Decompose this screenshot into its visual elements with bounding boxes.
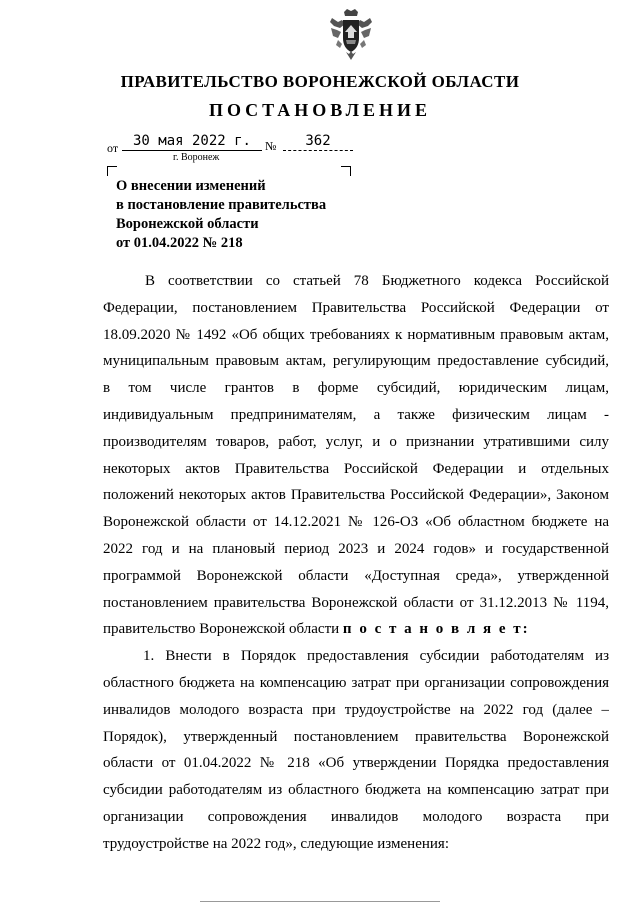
body-line: 2022 год и на плановый период 2023 и 2024 годов» и государственной	[103, 540, 609, 557]
item-line: областного бюджета на компенсацию затрат при организации сопровождения	[103, 674, 609, 691]
item-line: субсидии работодателям из областного бюджета на компенсацию затрат при	[103, 782, 609, 799]
body-line: Воронежской области от 14.12.2021 № 126-ОЗ «Об областном бюджете на	[103, 514, 609, 531]
resolution-prefix: правительство Воронежской области	[103, 621, 343, 638]
body-line: постановлением правительства Воронежской области от 31.12.2013 № 1194,	[103, 594, 609, 611]
item-line: области от 01.04.2022 № 218 «Об утверждении Порядка предоставления	[103, 755, 609, 772]
subject-line: в постановление правительства	[116, 197, 327, 213]
subject-line: от 01.04.2022 № 218	[116, 235, 243, 251]
resolution-word: п о с т а н о в л я е т:	[342, 621, 530, 638]
body-line: Федерации, постановлением Правительства Российской Федерации от	[103, 299, 609, 316]
subject-bracket-left	[107, 166, 117, 176]
number-prefix-label: №	[265, 139, 277, 153]
document-date: 30 мая 2022 г.	[122, 133, 262, 151]
item-line: 1. Внести в Порядок предоставления субсидии работодателям из	[143, 648, 609, 665]
document-body	[103, 268, 609, 858]
body-line: муниципальным правовым актам, регулирующим предоставление субсидий,	[103, 353, 609, 370]
document-type-title: ПОСТАНОВЛЕНИЕ	[208, 100, 432, 120]
item-line: инвалидов молодого возраста при трудоустройстве на 2022 год (далее –	[103, 701, 609, 718]
coat-of-arms-icon	[328, 8, 374, 64]
city-label: г. Воронеж	[173, 152, 220, 163]
body-line: производителям товаров, работ, услуг, и о признании утратившими силу	[103, 433, 609, 450]
item-line: организации сопровождения инвалидов молодого возраста при	[103, 808, 609, 825]
subject-bracket-right	[341, 166, 351, 176]
subject-line: О внесении изменений	[116, 178, 266, 194]
body-line: программой Воронежской области «Доступная среда», утвержденной	[103, 567, 609, 584]
body-line: индивидуальным предпринимателям, а также физическим лицам -	[103, 406, 609, 423]
organization-title: ПРАВИТЕЛЬСТВО ВОРОНЕЖСКОЙ ОБЛАСТИ	[120, 72, 520, 91]
body-line: некоторых актов Правительства Российской Федерации и отдельных	[103, 460, 609, 477]
body-line: В соответствии со статьей 78 Бюджетного кодекса Российской	[145, 273, 609, 289]
item-line: трудоустройстве на 2022 год», следующие изменения:	[103, 835, 449, 852]
subject-line: Воронежской области	[116, 216, 259, 232]
page-bottom-rule	[200, 901, 440, 902]
document-number: 362	[283, 133, 353, 151]
resolution-line	[103, 616, 609, 643]
document-subject	[116, 177, 376, 253]
body-line: 18.09.2020 № 1492 «Об общих требованиях к нормативным правовым актам,	[103, 326, 609, 343]
body-line: в том числе грантов в форме субсидий, юридическим лицам,	[103, 380, 609, 397]
body-line: положений некоторых актов Правительства Российской Федерации», Законом	[103, 487, 609, 504]
date-prefix-label: от	[107, 141, 119, 155]
item-line: Порядок), утвержденный постановлением правительства Воронежской	[103, 728, 609, 745]
